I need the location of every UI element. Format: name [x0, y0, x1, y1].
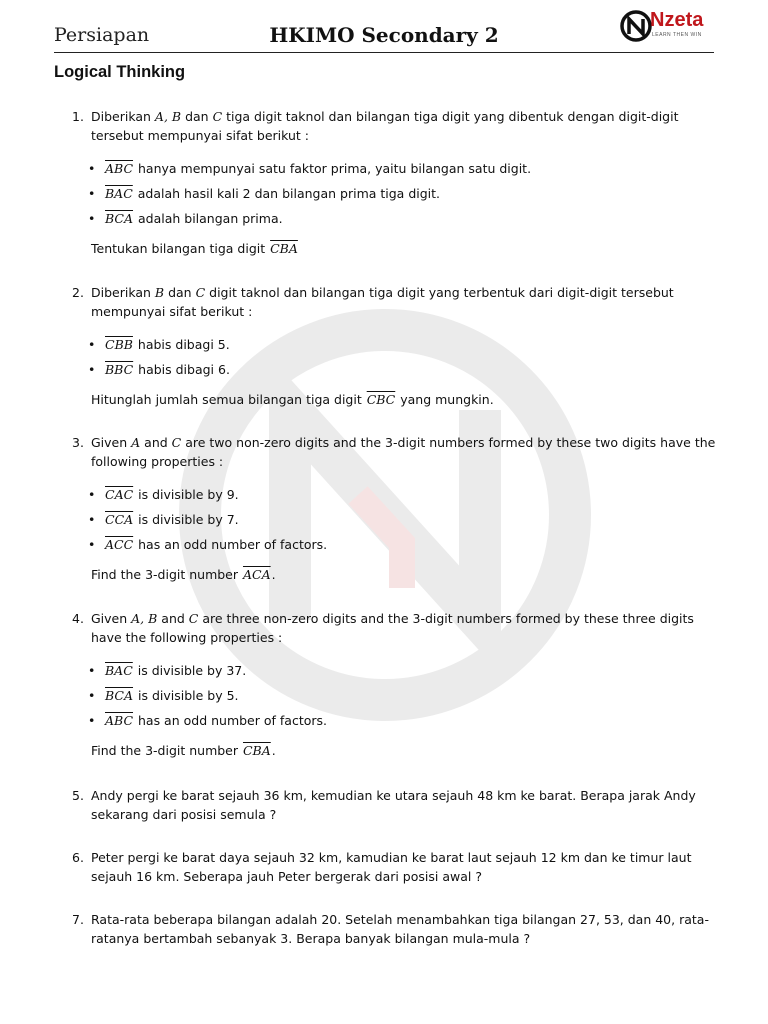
problem-4 — [72, 609, 722, 760]
property-item — [104, 532, 722, 557]
problem-text: Peter pergi ke barat daya sejauh 32 km, kamudian ke barat laut sejauh 12 km dan ke timur laut sejauh 16 km. Seberapa jauh Peter bergerak dari posisi awal ? — [91, 850, 692, 884]
question-text: Find the 3-digit number — [91, 743, 242, 758]
overlined-number: $\overline{BCA}$ — [105, 211, 134, 226]
problem-number: 7. — [72, 912, 84, 927]
overlined-number: $\overline{CBC}$ — [366, 392, 396, 407]
property-item — [104, 708, 722, 733]
problem-5 — [72, 786, 722, 824]
problem-3 — [72, 433, 722, 584]
question-text: Hitunglah jumlah semua bilangan tiga digit — [91, 392, 366, 407]
property-text: adalah bilangan prima. — [134, 211, 283, 226]
property-text: habis dibagi 6. — [134, 362, 230, 377]
intro-variable: C — [188, 611, 199, 626]
logo-tagline: LEARN THEN WIN — [652, 32, 702, 38]
property-list — [72, 156, 722, 231]
problem-6 — [72, 848, 722, 886]
nzeta-logo — [620, 8, 712, 44]
property-item — [104, 181, 722, 206]
problem-text: Rata-rata beberapa bilangan adalah 20. Setelah menambahkan tiga bilangan 27, 53, dan 40, rata-ratanya bertambah sebanyak 3. Berapa banyak bilangan mula-mula ? — [91, 912, 709, 946]
overlined-number: $\overline{CBA}$ — [270, 241, 298, 256]
overlined-number: $\overline{ABC}$ — [105, 161, 134, 176]
question-text: Find the 3-digit number — [91, 567, 242, 582]
overlined-number: $\overline{CCA}$ — [105, 512, 134, 527]
overlined-number: $\overline{BAC}$ — [105, 186, 133, 201]
intro-variable: C — [212, 109, 223, 124]
problem-number: 1. — [72, 109, 84, 124]
question-text: Tentukan bilangan tiga digit — [91, 241, 270, 256]
property-text: habis dibagi 5. — [133, 337, 230, 352]
property-text: is divisible by 9. — [134, 487, 239, 502]
problem-intro — [91, 283, 722, 321]
property-text: has an odd number of factors. — [134, 713, 327, 728]
intro-variable: C — [195, 285, 206, 300]
intro-text: Diberikan — [91, 109, 155, 124]
property-item — [104, 156, 722, 181]
overlined-number: $\overline{CAC}$ — [105, 487, 134, 502]
problem-number: 6. — [72, 850, 84, 865]
overlined-number: $\overline{CBA}$ — [242, 743, 271, 758]
overlined-number: $\overline{ABC}$ — [105, 713, 134, 728]
property-item — [104, 332, 722, 357]
problem-7 — [72, 910, 722, 948]
intro-text: and — [157, 611, 189, 626]
problem-question — [91, 239, 722, 258]
property-item — [104, 658, 722, 683]
logo-mark-icon — [620, 9, 654, 43]
property-item — [104, 507, 722, 532]
property-item — [104, 683, 722, 708]
problem-question — [91, 565, 722, 584]
section-title: Logical Thinking — [54, 63, 186, 81]
intro-text: are three non-zero digits and the 3-digit numbers formed by these three digits have the following properties : — [91, 611, 694, 645]
intro-text: Given — [91, 435, 132, 450]
property-text: is divisible by 37. — [133, 663, 247, 678]
intro-text: and — [140, 435, 172, 450]
intro-variable: A — [131, 435, 141, 450]
problem-number: 2. — [72, 285, 84, 300]
question-text: yang mungkin. — [396, 392, 494, 407]
property-list — [72, 332, 722, 382]
problem-number: 3. — [72, 435, 84, 450]
question-text: . — [271, 567, 276, 582]
intro-variable: A, B — [131, 611, 158, 626]
problem-question — [91, 741, 722, 760]
property-list — [72, 482, 722, 557]
intro-variable: A, B — [154, 109, 182, 124]
header-left-label: Persiapan — [54, 24, 150, 46]
property-item — [104, 357, 722, 382]
intro-text: dan — [164, 285, 196, 300]
property-text: hanya mempunyai satu faktor prima, yaitu bilangan satu digit. — [134, 161, 532, 176]
problem-intro — [91, 433, 722, 471]
problem-text: Andy pergi ke barat sejauh 36 km, kemudian ke utara sejauh 48 km ke barat. Berapa jarak Andy sekarang dari posisi semula ? — [91, 788, 696, 822]
intro-text: dan — [181, 109, 213, 124]
intro-text: Diberikan — [91, 285, 155, 300]
problem-intro — [91, 107, 722, 145]
problem-number: 4. — [72, 611, 84, 626]
intro-variable: B — [154, 285, 165, 300]
property-text: adalah hasil kali 2 dan bilangan prima tiga digit. — [133, 186, 441, 201]
property-item — [104, 206, 722, 231]
overlined-number: $\overline{BCA}$ — [105, 688, 134, 703]
property-list — [72, 658, 722, 733]
intro-text: tiga digit taknol dan bilangan tiga digit yang dibentuk dengan digit-digit tersebut mempunyai sifat berikut : — [91, 109, 679, 143]
property-item — [104, 482, 722, 507]
overlined-number: $\overline{ACA}$ — [242, 567, 271, 582]
problem-2 — [72, 283, 722, 409]
intro-text: Given — [91, 611, 132, 626]
property-text: has an odd number of factors. — [134, 537, 328, 552]
intro-variable: C — [171, 435, 182, 450]
property-text: is divisible by 5. — [134, 688, 239, 703]
overlined-number: $\overline{BAC}$ — [105, 663, 133, 678]
header-title: HKIMO Secondary 2 — [269, 23, 499, 47]
overlined-number: $\overline{BBC}$ — [105, 362, 134, 377]
property-text: is divisible by 7. — [134, 512, 239, 527]
problem-number: 5. — [72, 788, 84, 803]
problem-question — [91, 390, 722, 409]
logo-wordmark: Nzeta — [650, 9, 704, 31]
problem-1 — [72, 107, 722, 258]
overlined-number: $\overline{ACC}$ — [105, 537, 134, 552]
overlined-number: $\overline{CBB}$ — [105, 337, 133, 352]
intro-text: digit taknol dan bilangan tiga digit yang terbentuk dari digit-digit tersebut mempunyai sifat berikut : — [91, 285, 674, 319]
question-text: . — [271, 743, 276, 758]
intro-text: are two non-zero digits and the 3-digit numbers formed by these two digits have the following properties : — [91, 435, 716, 469]
page-header — [54, 9, 714, 53]
problem-intro — [91, 609, 722, 647]
